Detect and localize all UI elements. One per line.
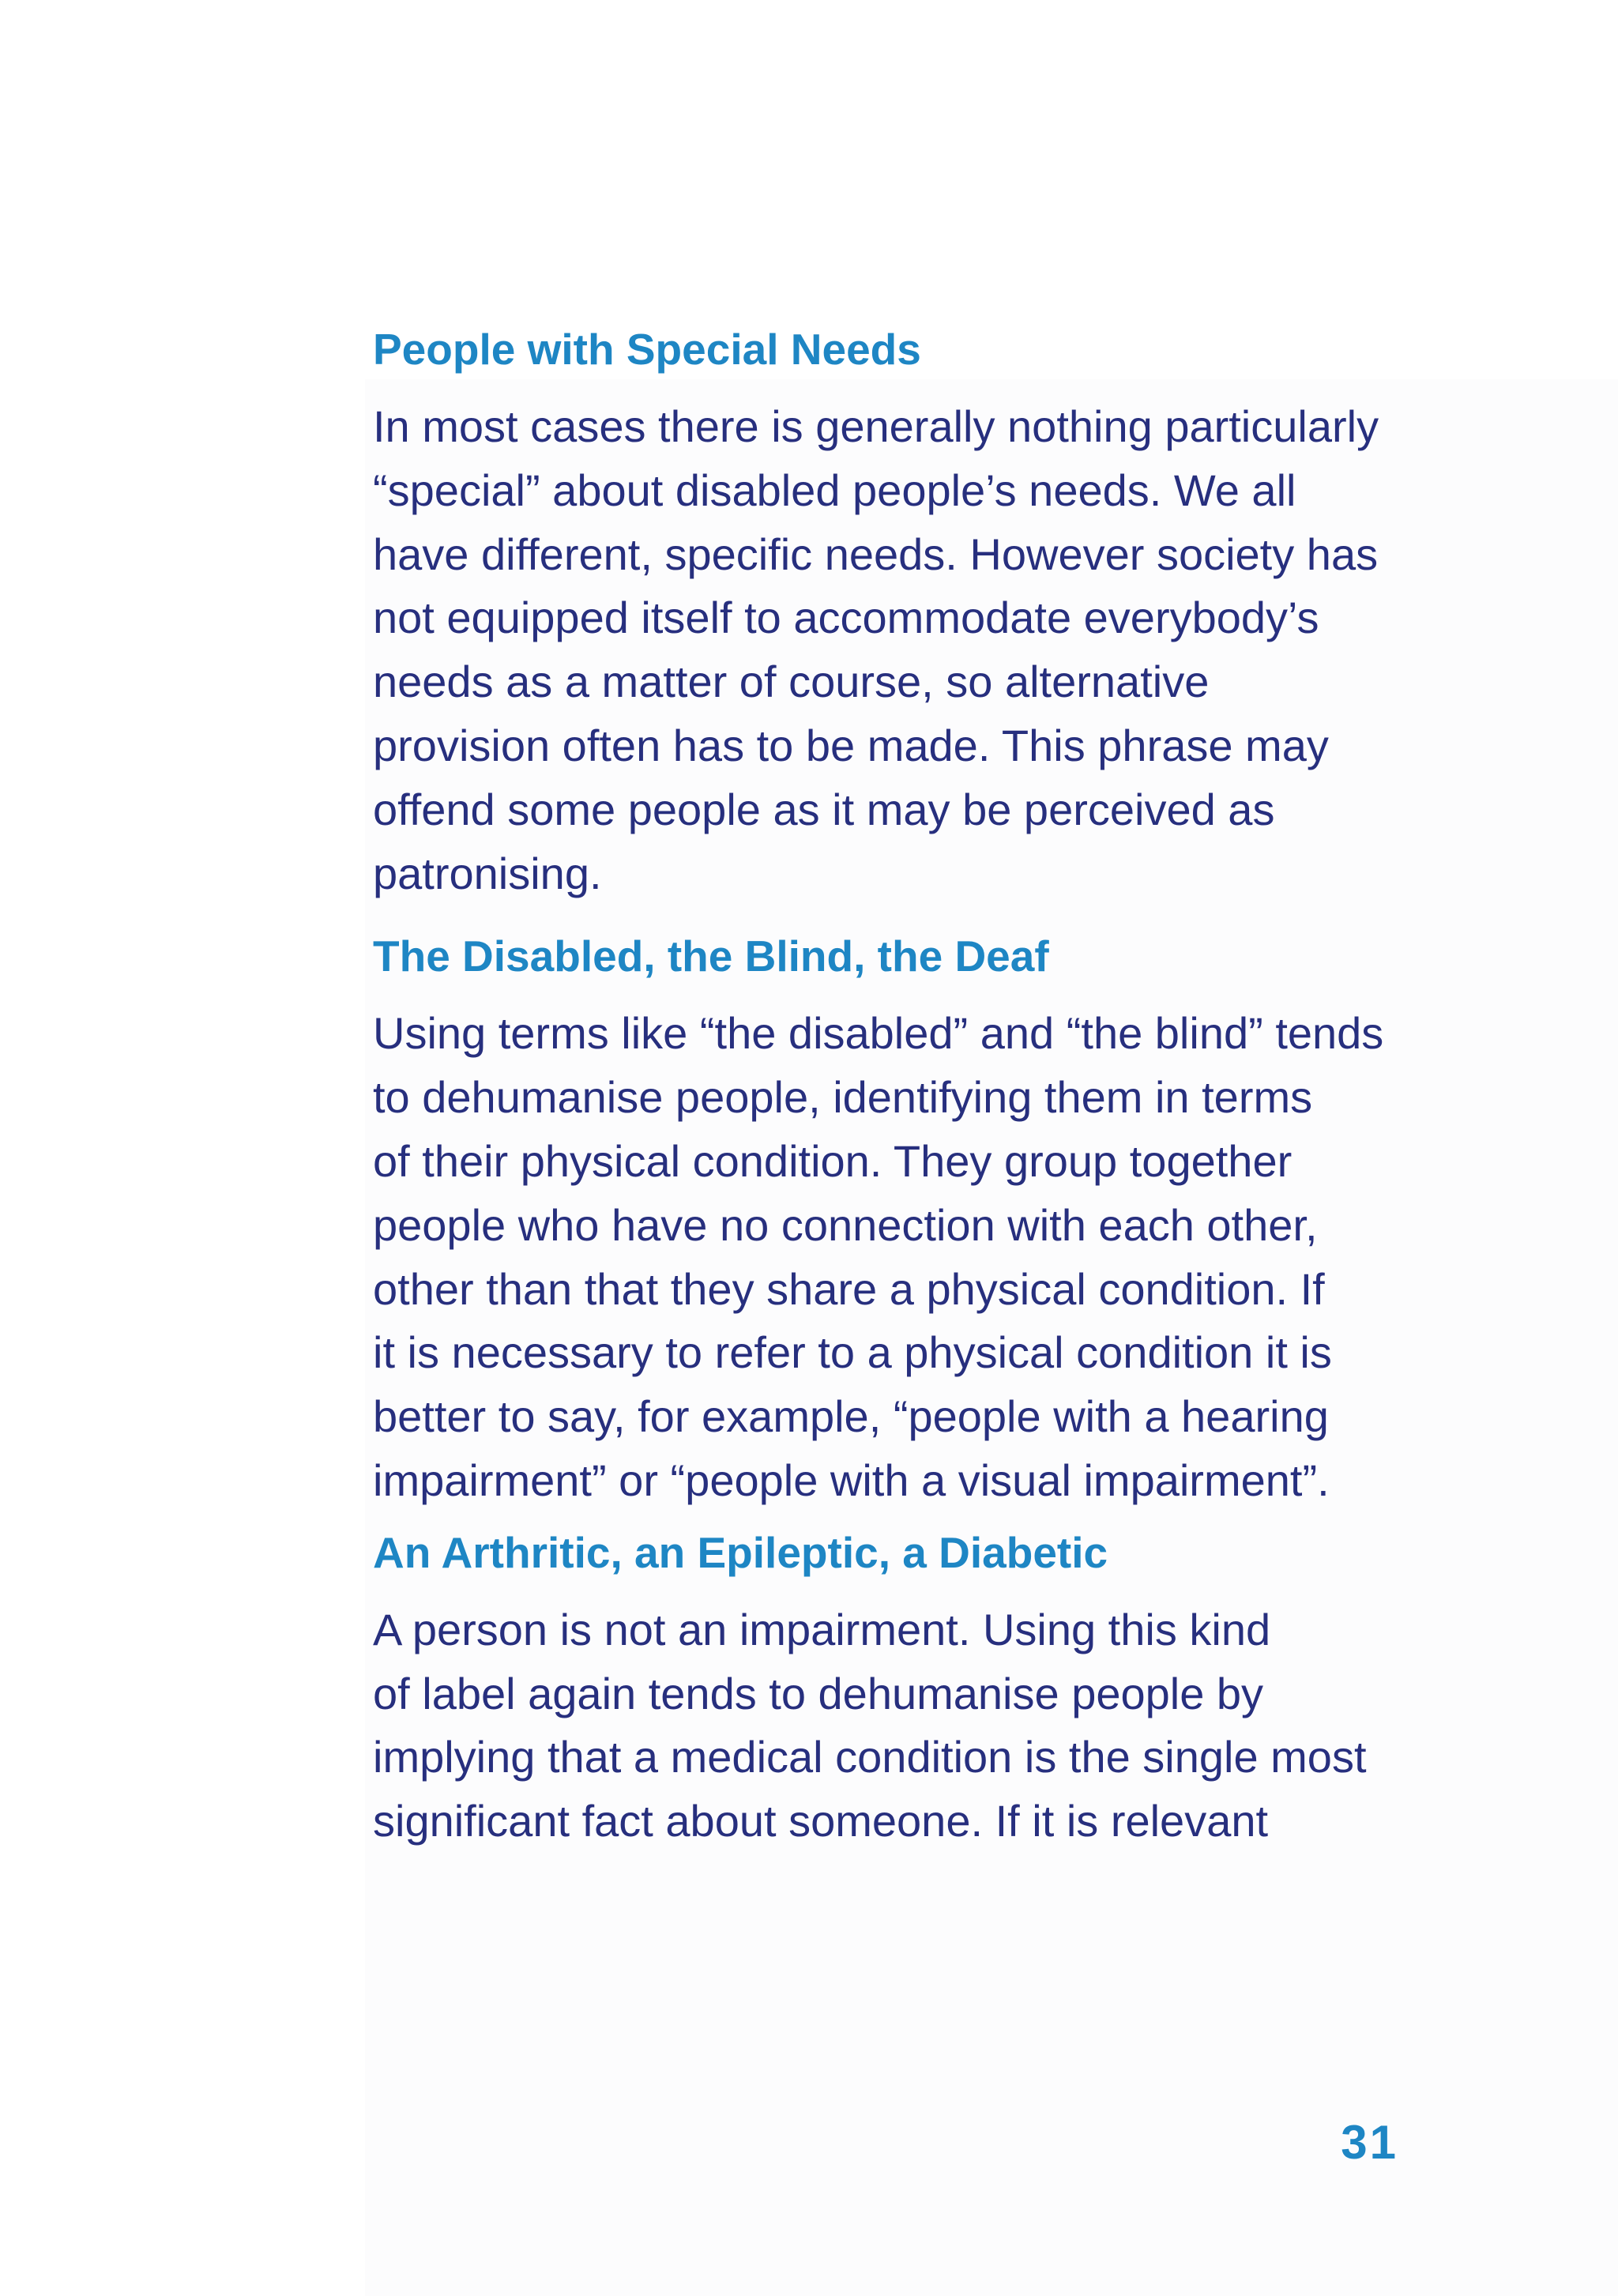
paragraph-line: other than that they share a physical condition. If (373, 1263, 1325, 1314)
paragraph-line: people who have no connection with each other, (373, 1199, 1318, 1250)
paragraph-line: to dehumanise people, identifying them in terms (373, 1072, 1313, 1123)
paragraph-line: have different, specific needs. However society has (373, 529, 1379, 579)
section-heading-special-needs: People with Special Needs (373, 325, 921, 374)
paragraph-line: impairment” or “people with a visual impairment”. (373, 1455, 1330, 1505)
section-paragraph-disabled-blind-deaf (373, 1002, 1479, 1512)
paragraph-line: Using terms like “the disabled” and “the blind” tends (373, 1008, 1384, 1059)
paragraph-line: needs as a matter of course, so alternative (373, 657, 1210, 707)
paragraph-line: of their physical condition. They group together (373, 1135, 1293, 1186)
paragraph-line: patronising. (373, 848, 602, 898)
paragraph-line: In most cases there is generally nothing particularly (373, 401, 1379, 451)
paragraph-line: provision often has to be made. This phrase may (373, 720, 1329, 770)
paragraph-line: of label again tends to dehumanise people by (373, 1668, 1264, 1718)
paragraph-line: “special” about disabled people’s needs. We all (373, 465, 1296, 515)
document-body (373, 314, 1479, 1854)
paragraph-line: A person is not an impairment. Using this kind (373, 1604, 1271, 1654)
paragraph-line: implying that a medical condition is the single most (373, 1732, 1367, 1782)
page-number: 31 (1341, 2116, 1398, 2169)
paragraph-line: not equipped itself to accommodate everybody’s (373, 593, 1319, 643)
section-paragraph-arthritic-epileptic-diabetic (373, 1598, 1479, 1854)
paragraph-line: significant fact about someone. If it is relevant (373, 1796, 1269, 1846)
paragraph-line: offend some people as it may be perceived as (373, 784, 1275, 834)
section-heading-arthritic-epileptic-diabetic: An Arthritic, an Epileptic, a Diabetic (373, 1527, 1108, 1577)
paragraph-line: it is necessary to refer to a physical condition it is (373, 1327, 1332, 1378)
section-paragraph-special-needs (373, 395, 1479, 905)
section-heading-disabled-blind-deaf: The Disabled, the Blind, the Deaf (373, 932, 1049, 981)
paragraph-line: better to say, for example, “people with a hearing (373, 1391, 1329, 1442)
